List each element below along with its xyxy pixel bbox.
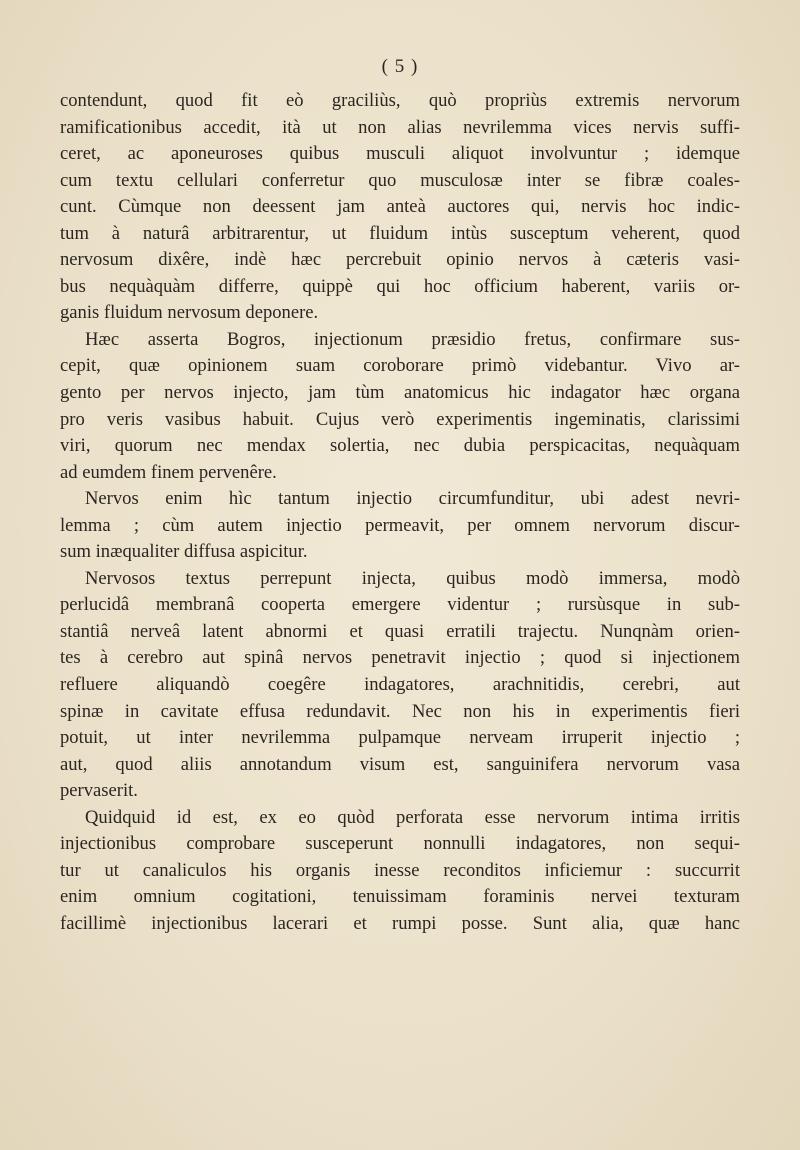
text-line: potuit, ut inter nevrilemma pulpamque nerveam irruperit injectio ;	[60, 727, 740, 749]
text-line: refluere aliquandò coegêre indagatores, arachnitidis, cerebri, aut	[60, 674, 740, 696]
text-line: perlucidâ membranâ cooperta emergere videntur ; rursùsque in sub-	[60, 594, 740, 616]
paragraph	[60, 566, 740, 805]
text-line: tes à cerebro aut spinâ nervos penetravit injectio ; quod si injectionem	[60, 647, 740, 669]
text-line: injectionibus comprobare susceperunt nonnulli indagatores, non sequi-	[60, 833, 740, 855]
text-line: spinæ in cavitate effusa redundavit. Nec non his in experimentis fieri	[60, 700, 740, 722]
text-line: pervaserit.	[60, 780, 138, 802]
text-line: nervosum dixêre, indè hæc percrebuit opinio nervos à cæteris vasi-	[60, 249, 740, 271]
text-line: lemma ; cùm autem injectio permeavit, per omnem nervorum discur-	[60, 514, 740, 536]
text-line: tur ut canaliculos his organis inesse reconditos inficiemur : succurrit	[60, 859, 740, 881]
text-line: stantiâ nerveâ latent abnormi et quasi erratili trajectu. Nunqnàm orien-	[60, 620, 740, 642]
text-line: cunt. Cùmque non deessent jam anteà auctores qui, nervis hoc indic-	[60, 196, 740, 218]
text-line: enim omnium cogitationi, tenuissimam foraminis nervei texturam	[60, 886, 740, 908]
body-text	[60, 88, 740, 938]
paragraph	[60, 327, 740, 486]
page-number: ( 5 )	[381, 56, 419, 77]
text-line: cepit, quæ opinionem suam coroborare primò videbantur. Vivo ar-	[60, 355, 740, 377]
text-line: aut, quod aliis annotandum visum est, sanguinifera nervorum vasa	[60, 753, 740, 775]
text-line: ceret, ac aponeuroses quibus musculi aliquot involvuntur ; idemque	[60, 143, 740, 165]
text-line: Nervos enim hìc tantum injectio circumfunditur, ubi adest nevri-	[85, 488, 740, 510]
text-line: tum à naturâ arbitrarentur, ut fluidum intùs susceptum veherent, quod	[60, 222, 740, 244]
paragraph	[60, 805, 740, 938]
paragraph	[60, 88, 740, 327]
text-line: facillimè injectionibus lacerari et rumpi posse. Sunt alia, quæ hanc	[60, 912, 740, 934]
text-line: Nervosos textus perrepunt injecta, quibus modò immersa, modò	[85, 567, 740, 589]
text-line: Hæc asserta Bogros, injectionum præsidio fretus, confirmare sus-	[85, 328, 740, 350]
text-line: ramificationibus accedit, ità ut non alias nevrilemma vices nervis suffi-	[60, 116, 740, 138]
text-line: sum inæqualiter diffusa aspicitur.	[60, 541, 308, 563]
text-line: Quidquid id est, ex eo quòd perforata esse nervorum intima irritis	[85, 806, 740, 828]
text-line: contendunt, quod fit eò graciliùs, quò propriùs extremis nervorum	[60, 90, 740, 111]
text-line: viri, quorum nec mendax solertia, nec dubia perspicacitas, nequàquam	[60, 435, 740, 457]
paragraph	[60, 486, 740, 566]
text-line: ad eumdem finem pervenêre.	[60, 461, 277, 483]
text-line: pro veris vasibus habuit. Cujus verò experimentis ingeminatis, clarissimi	[60, 408, 740, 430]
text-line: gento per nervos injecto, jam tùm anatomicus hic indagator hæc organa	[60, 382, 740, 404]
text-line: ganis fluidum nervosum deponere.	[60, 302, 319, 324]
text-line: bus nequàquàm differre, quippè qui hoc officium haberent, variis or-	[60, 275, 740, 297]
text-line: cum textu cellulari conferretur quo musculosæ inter se fibræ coales-	[60, 169, 740, 191]
